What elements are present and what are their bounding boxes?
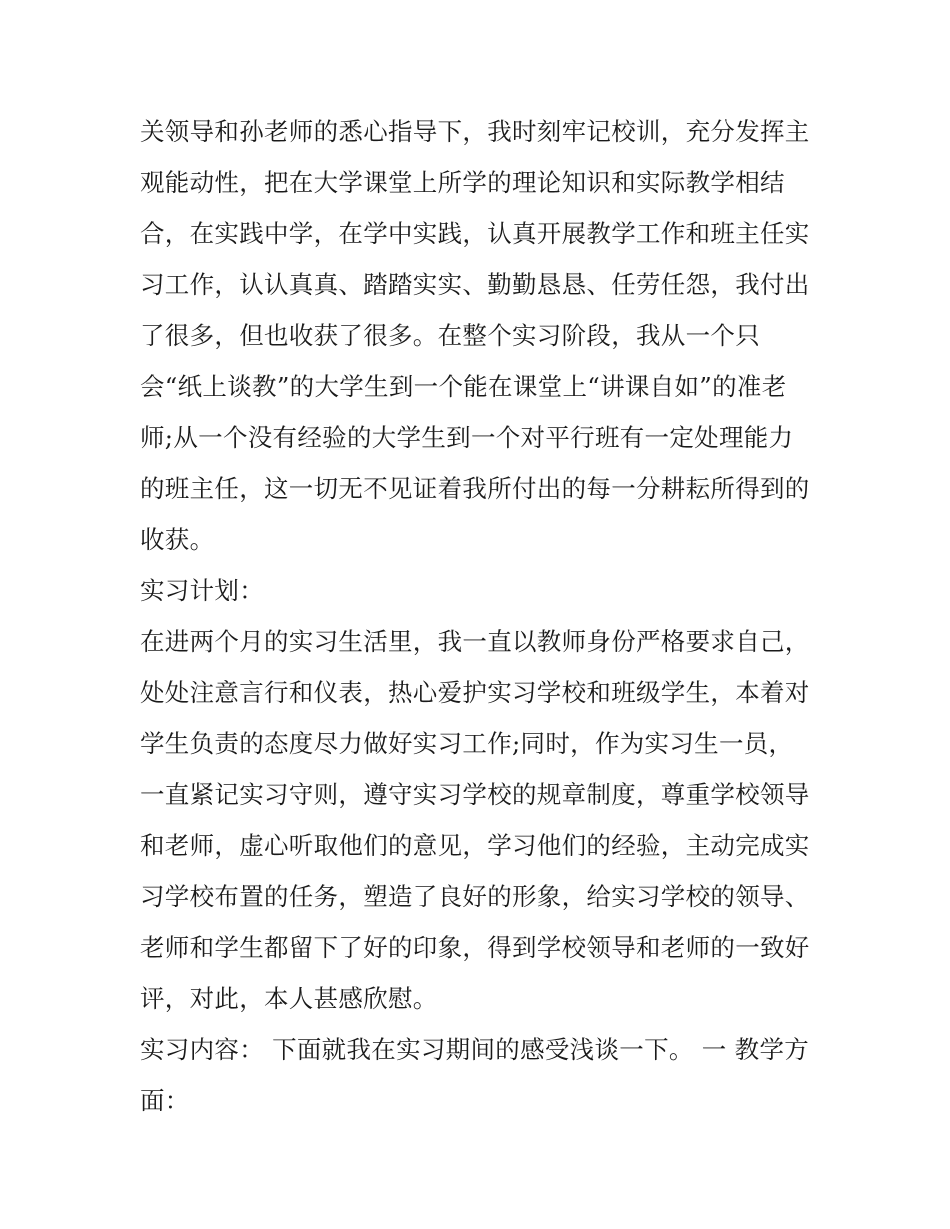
text-line: 会“纸上谈教”的大学生到一个能在课堂上“讲课自如”的准老	[140, 372, 787, 401]
section-heading-plan: 实习计划：	[140, 576, 264, 605]
body-text	[140, 106, 820, 1126]
text-line: 处处注意言行和仪表，热心爱护实习学校和班级学生，本着对	[140, 678, 810, 707]
text-line: 习学校布置的任务，塑造了良好的形象，给实习学校的领导、	[140, 882, 810, 911]
text-line: 习工作，认认真真、踏踏实实、勤勤恳恳、任劳任怨，我付出	[140, 270, 810, 299]
text-line: 老师和学生都留下了好的印象，得到学校领导和老师的一致好	[140, 933, 810, 962]
text-line: 和老师，虚心听取他们的意见，学习他们的经验，主动完成实	[140, 831, 810, 860]
text-line: 在进两个月的实习生活里，我一直以教师身份严格要求自己，	[140, 627, 810, 656]
text-line: 学生负责的态度尽力做好实习工作;同时，作为实习生一员，	[140, 729, 794, 758]
text-line: 观能动性，把在大学课堂上所学的理论知识和实际教学相结	[140, 168, 785, 197]
text-line: 关领导和孙老师的悉心指导下，我时刻牢记校训，充分发挥主	[140, 117, 810, 146]
section-heading-content: 实习内容： 下面就我在实习期间的感受浅谈一下。 一 教学方	[140, 1035, 810, 1064]
text-line: 了很多，但也收获了很多。在整个实习阶段，我从一个只	[140, 321, 760, 350]
text-line: 师;从一个没有经验的大学生到一个对平行班有一定处理能力	[140, 423, 794, 452]
text-line: 收获。	[140, 525, 215, 554]
text-line: 一直紧记实习守则，遵守实习学校的规章制度，尊重学校领导	[140, 780, 810, 809]
text-line: 面：	[140, 1086, 190, 1115]
text-line: 评，对此，本人甚感欣慰。	[140, 984, 438, 1013]
text-line: 的班主任，这一切无不见证着我所付出的每一分耕耘所得到的	[140, 474, 810, 503]
text-line: 合，在实践中学，在学中实践，认真开展教学工作和班主任实	[140, 219, 810, 248]
